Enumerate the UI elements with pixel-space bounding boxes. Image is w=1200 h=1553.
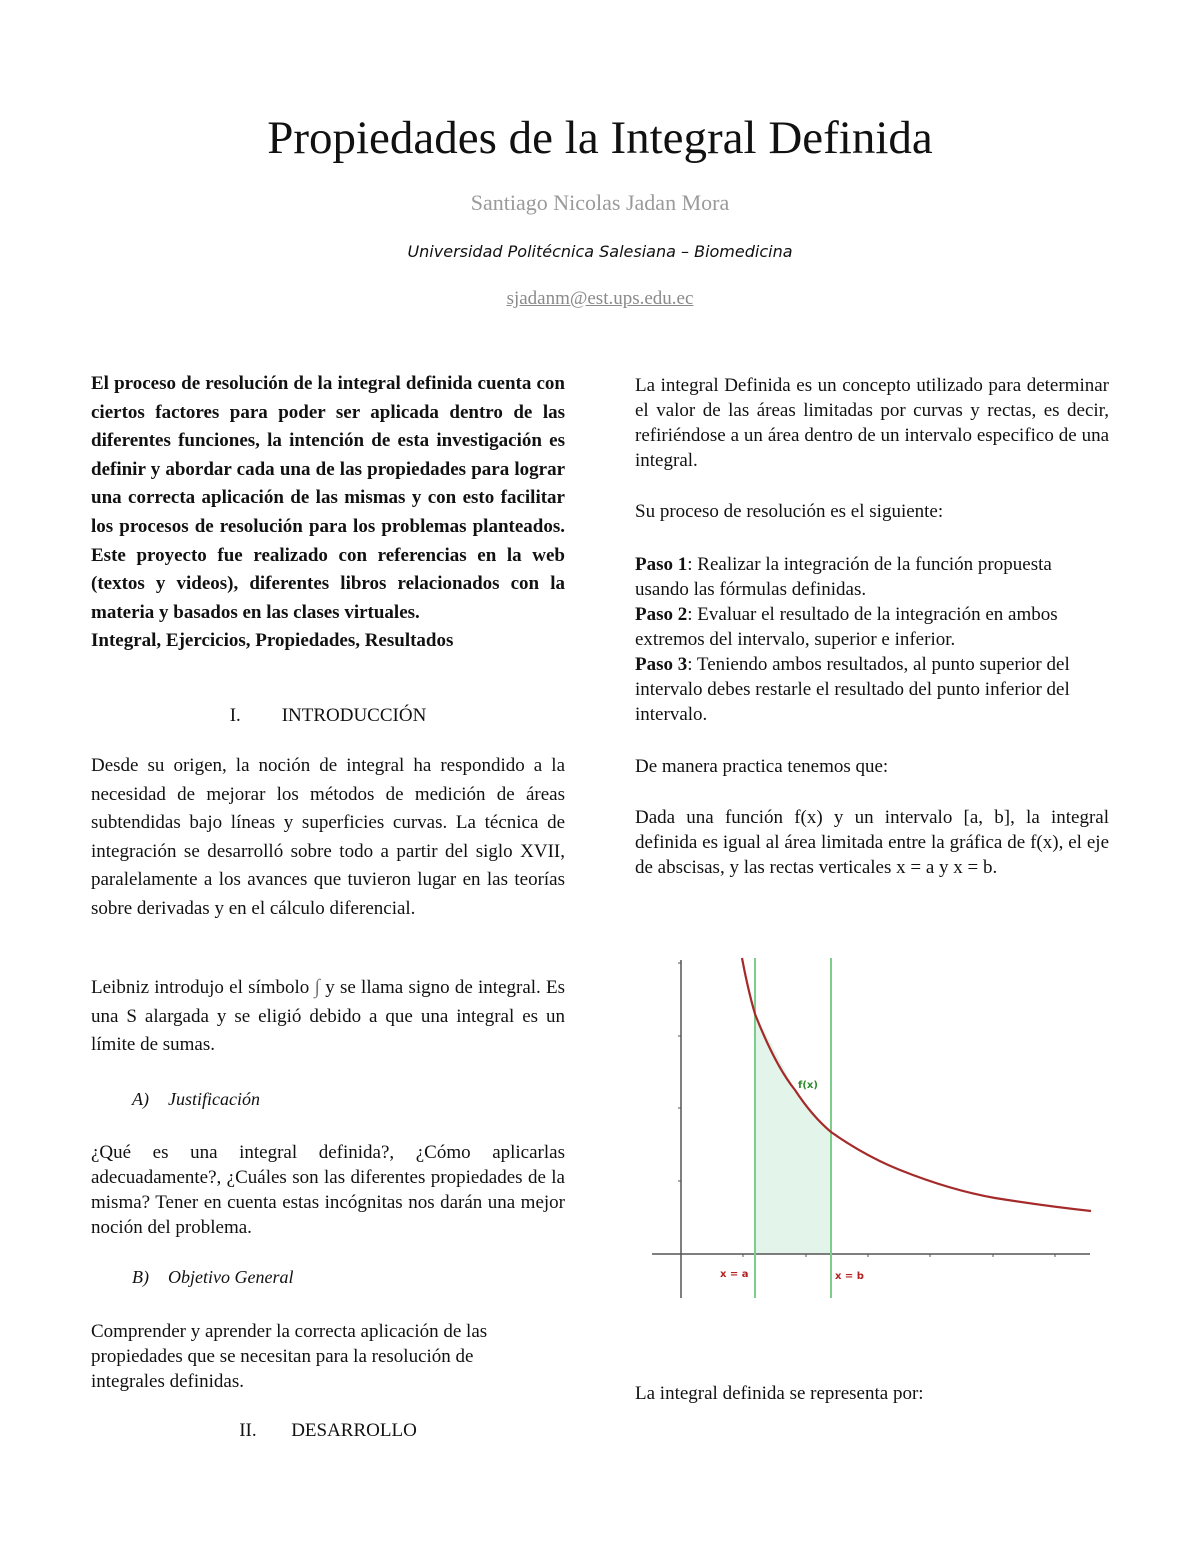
subsection-title: Objetivo General [168, 1267, 294, 1287]
intro-p2-start: Leibniz introdujo el símbolo [91, 977, 310, 998]
objetivo-paragraph: Comprender y aprender la correcta aplicación de las propiedades que se necesitan para la resolución de integrales definidas. [91, 1321, 488, 1392]
step-label: Paso 1 [635, 554, 688, 575]
intro-p2-end: y se llama signo de integral. Es una S alargada y se eligió debido a que una integral es un límite de sumas. [91, 977, 566, 1055]
label-x-a: x = a [720, 1269, 749, 1280]
step-text: : Realizar la integración de la función propuesta usando las fórmulas definidas. [635, 554, 1052, 600]
section-number: II. [239, 1420, 257, 1441]
section-title: INTRODUCCIÓN [281, 705, 427, 726]
author-email [0, 288, 1200, 310]
abstract [91, 370, 565, 656]
steps-list [635, 552, 1109, 727]
representation-intro: La integral definida se representa por: [635, 1383, 924, 1404]
intro-paragraph-2 [91, 973, 565, 1060]
intro-paragraph-1: Desde su origen, la noción de integral ha respondido a la necesidad de mejorar los métodos de medición de áreas subtendidas bajo líneas y superficies curvas. La técnica de integración se desarrolló sobre todo a partir del siglo XVII, paralelamente a los avances que tuvieron lugar en las teorías sobre derivadas y en el cálculo diferencial. [91, 755, 565, 919]
paper-title: Propiedades de la Integral Definida [267, 112, 933, 164]
step-text: : Evaluar el resultado de la integración en ambos extremos del intervalo, superior e inferior. [635, 604, 1058, 650]
subsection-heading-objetivo [132, 1267, 293, 1288]
curve-label: f(x) [798, 1080, 818, 1091]
integral-symbol-icon: ∫ [314, 976, 321, 998]
section-heading-introduccion [91, 705, 565, 727]
definition-detail-paragraph: Dada una función f(x) y un intervalo [a, b], la integral definida es igual al área limitada entre la gráfica de f(x), el eje de abscisas, y las rectas verticales x = a y x = b. [635, 807, 1109, 878]
justificacion-paragraph: ¿Qué es una integral definida?, ¿Cómo aplicarlas adecuadamente?, ¿Cuáles son las diferentes propiedades de la misma? Tener en cuenta estas incógnitas nos darán una mejor noción del problema. [91, 1142, 565, 1238]
definition-paragraph: La integral Definida es un concepto utilizado para determinar el valor de las áreas limitadas por curvas y rectas, es decir, refiriéndose a un área dentro de un intervalo especifico de una integral. [635, 375, 1109, 471]
step-text: : Teniendo ambos resultados, al punto superior del intervalo debes restarle el resultado del punto inferior del intervalo. [635, 654, 1070, 725]
section-title: DESARROLLO [291, 1420, 417, 1441]
integral-area-figure [650, 950, 1095, 1300]
author-name: Santiago Nicolas Jadan Mora [470, 190, 730, 215]
step-label: Paso 3 [635, 654, 688, 675]
section-heading-desarrollo [91, 1420, 565, 1442]
step-3 [635, 652, 1109, 727]
shaded-area [755, 1014, 831, 1254]
label-x-b: x = b [835, 1271, 864, 1282]
process-intro: Su proceso de resolución es el siguiente: [635, 501, 944, 522]
keywords: Integral, Ejercicios, Propiedades, Resultados [91, 630, 454, 652]
subsection-heading-justificacion [132, 1089, 260, 1110]
practical-intro: De manera practica tenemos que: [635, 756, 889, 777]
section-number: I. [229, 705, 241, 726]
affiliation: Universidad Politécnica Salesiana – Biomedicina [407, 242, 793, 261]
subsection-title: Justificación [168, 1089, 260, 1109]
subsection-label: B) [132, 1267, 149, 1287]
subsection-label: A) [132, 1089, 149, 1109]
email-link[interactable]: sjadanm@est.ups.edu.ec [506, 288, 694, 309]
step-label: Paso 2 [635, 604, 688, 625]
step-2 [635, 602, 1109, 652]
abstract-text: El proceso de resolución de la integral definida cuenta con ciertos factores para poder ser aplicada dentro de las diferentes funciones, la intención de esta investigación es definir y abordar cada una de las propiedades para lograr una correcta aplicación de las mismas y con esto facilitar los procesos de resolución para los problemas planteados. Este proyecto fue realizado con referencias en la web (textos y videos), diferentes libros relacionados con la materia y basados en las clases virtuales. [91, 373, 565, 623]
step-1 [635, 552, 1109, 602]
